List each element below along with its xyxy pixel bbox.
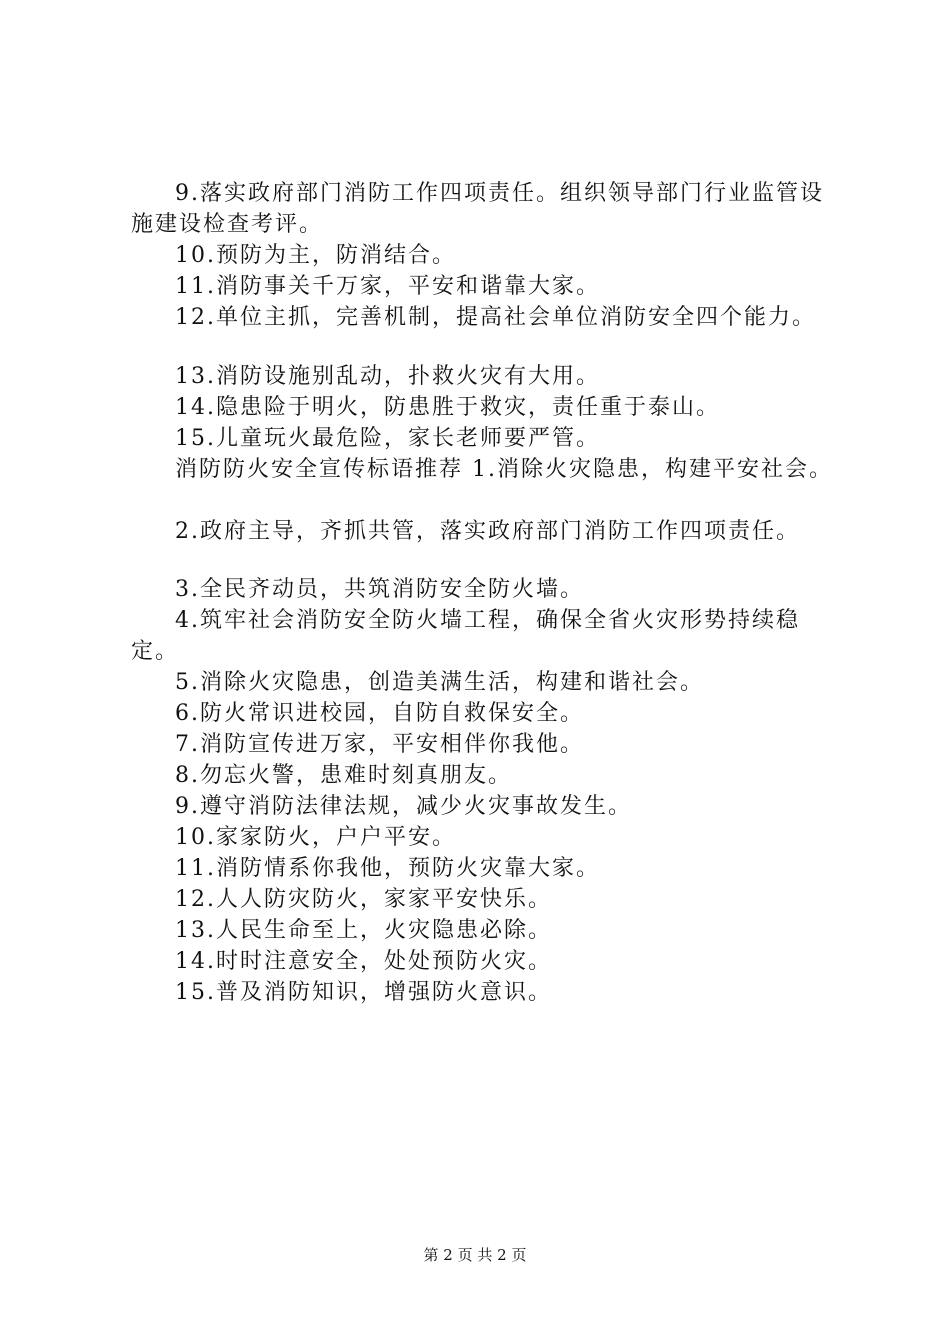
paragraph-5: 13.消防设施别乱动，扑救火灾有大用。 (175, 364, 600, 389)
paragraph-19: 12.人人防灾防火，家家平安快乐。 (175, 887, 552, 912)
paragraph-12: 5.消除火灾隐患，创造美满生活，构建和谐社会。 (175, 670, 704, 695)
paragraph-16: 9.遵守消防法律法规，减少火灾事故发生。 (175, 794, 632, 819)
paragraph-20: 13.人民生命至上，火灾隐患必除。 (175, 918, 552, 943)
paragraph-10: 3.全民齐动员，共筑消防安全防火墙。 (175, 577, 584, 602)
paragraph-8: 消防防火安全宣传标语推荐 1.消除火灾隐患，构建平安社会。 (175, 457, 833, 482)
paragraph-2: 10.预防为主，防消结合。 (175, 243, 456, 268)
paragraph-14: 7.消防宣传进万家，平安相伴你我他。 (175, 732, 584, 757)
paragraph-13: 6.防火常识进校园，自防自救保安全。 (175, 701, 584, 726)
paragraph-21: 14.时时注意安全，处处预防火灾。 (175, 949, 552, 974)
paragraph-4: 12.单位主抓，完善机制，提高社会单位消防安全四个能力。 (175, 305, 816, 330)
paragraph-17: 10.家家防火，户户平安。 (175, 825, 456, 850)
paragraph-3: 11.消防事关千万家，平安和谐靠大家。 (175, 274, 600, 299)
page-footer: 第 2 页 共 2 页 (423, 1246, 527, 1264)
paragraph-15: 8.勿忘火警，患难时刻真朋友。 (175, 763, 512, 788)
paragraph-22: 15.普及消防知识，增强防火意识。 (175, 980, 552, 1005)
paragraph-7: 15.儿童玩火最危险，家长老师要严管。 (175, 426, 600, 451)
paragraph-9: 2.政府主导，齐抓共管，落实政府部门消防工作四项责任。 (175, 519, 800, 544)
paragraph-11: 4.筑牢社会消防安全防火墙工程，确保全省火灾形势持续稳定。 (131, 608, 800, 664)
paragraph-18: 11.消防情系你我他，预防火灾靠大家。 (175, 856, 600, 881)
paragraph-6: 14.隐患险于明火，防患胜于救灾，责任重于泰山。 (175, 395, 720, 420)
paragraph-1: 9.落实政府部门消防工作四项责任。组织领导部门行业监管设施建设检查考评。 (131, 181, 824, 237)
